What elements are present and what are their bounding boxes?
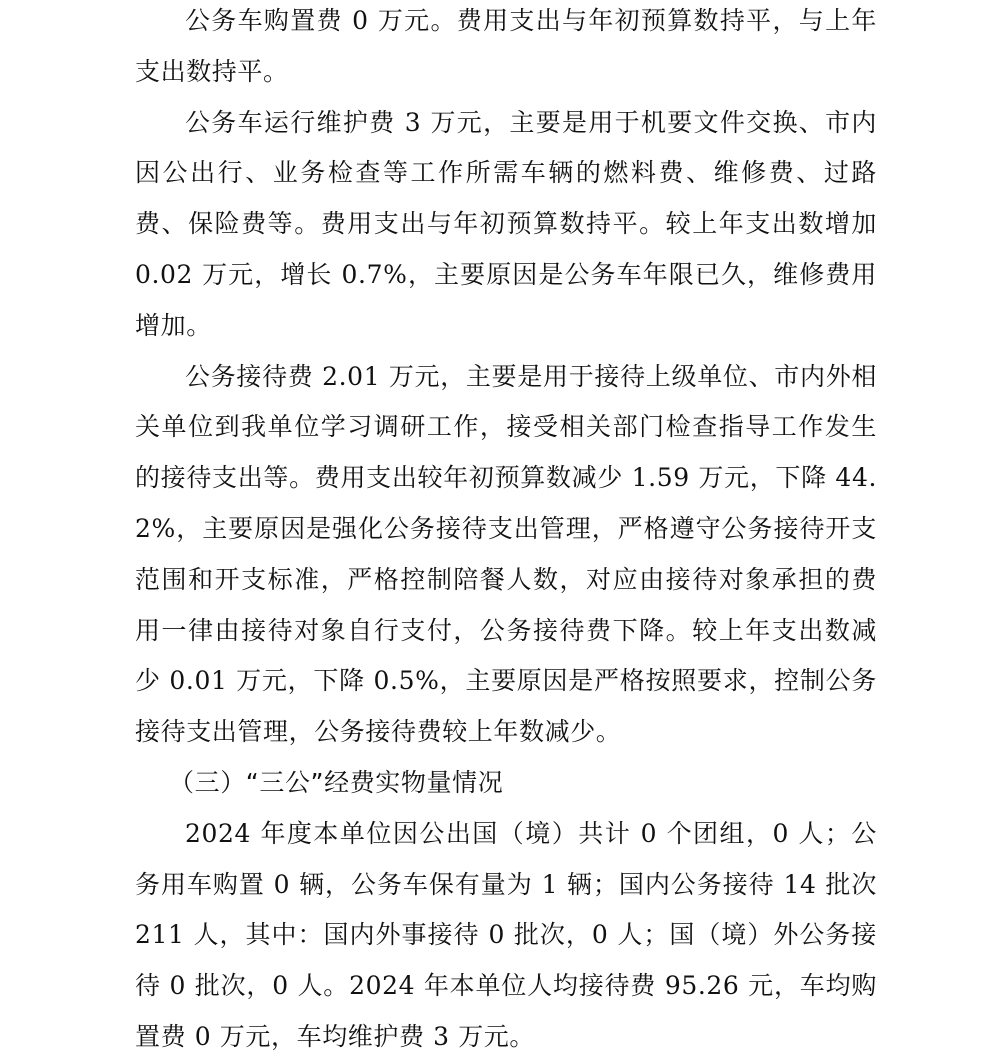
quantity-paragraph: 2024 年度本单位因公出国（境）共计 0 个团组，0 人；公务用车购置 0 辆，公务车保有量为 1 辆；国内公务接待 14 批次 211 人，其中：国内外事接待 0 批次，0 人；国（境）外公务接待 0 批次，0 人。2024 年本单位人均接待费 95.26 元，车均购置费 0 万元，车均维护费 3 万元。 <box>135 818 877 1051</box>
document-page <box>135 0 877 1063</box>
car-maintenance-paragraph: 公务车运行维护费 3 万元，主要是用于机要文件交换、市内因公出行、业务检查等工作所需车辆的燃料费、维修费、过路费、保险费等。费用支出与年初预算数持平。较上年支出数增加 0.02 万元，增长 0.7%，主要原因是公务车年限已久，维修费用增加。 <box>135 107 877 340</box>
section-heading: （三）“三公”经费实物量情况 <box>169 767 504 797</box>
car-purchase-paragraph: 公务车购置费 0 万元。费用支出与年初预算数持平，与上年支出数持平。 <box>135 6 877 86</box>
reception-paragraph: 公务接待费 2.01 万元，主要是用于接待上级单位、市内外相关单位到我单位学习调研工作，接受相关部门检查指导工作发生的接待支出等。费用支出较年初预算数减少 1.59 万元，下降 44.2%，主要原因是强化公务接待支出管理，严格遵守公务接待开支范围和开支标准，严格控制陪餐人数，对应由接待对象承担的费用一律由接待对象自行支付，公务接待费下降。较上年支出数减少 0.01 万元，下降 0.5%，主要原因是严格按照要求，控制公务接待支出管理，公务接待费较上年数减少。 <box>135 361 877 747</box>
